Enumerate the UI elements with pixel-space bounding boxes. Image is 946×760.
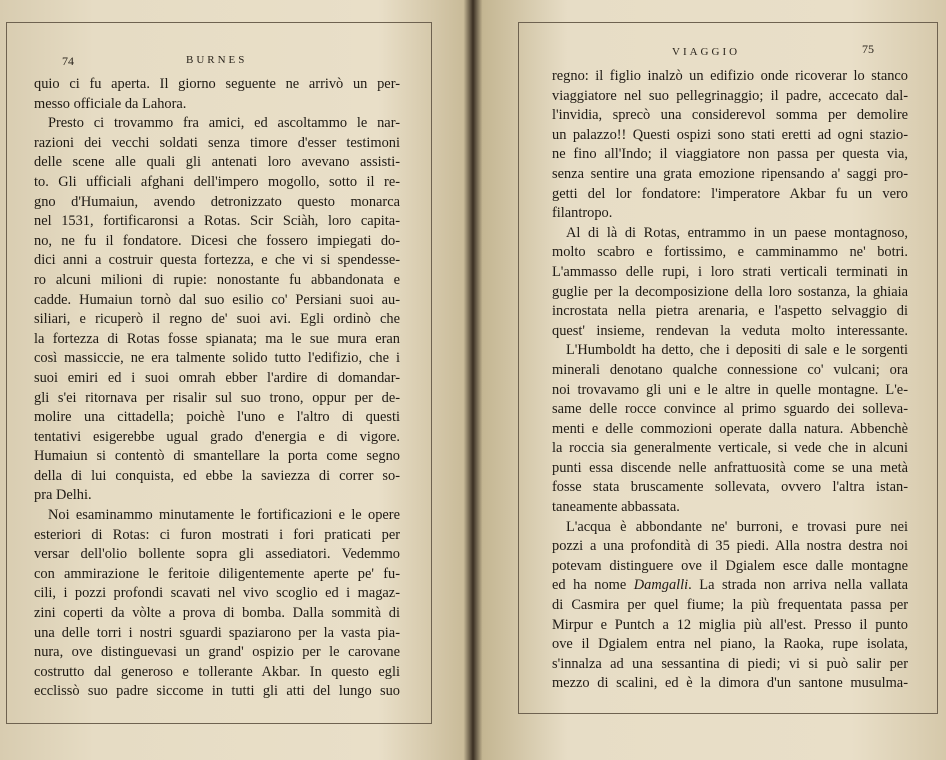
text-line: ove il Dgialem entra nel piano, la Raoka, rupe isolata, <box>552 636 908 653</box>
text-line: ecclissò suo padre siccome in tutti gli atti del lungo suo <box>34 683 400 700</box>
text-line: molto scabro e fortissimo, e camminammo ne' botri. <box>552 244 908 261</box>
text-line: ne fino all'Indo; il viaggiatore non passa per questa via, <box>552 146 908 163</box>
italic-place-name: Damgalli <box>633 577 689 594</box>
text-line: taneamente abbassata. <box>552 499 680 516</box>
text-line: L'acqua è abbondante ne' burroni, e trovasi pure nei <box>566 518 908 535</box>
text-line: cadde. Humaiun tornò dal suo esilio co' Persiani suoi au- <box>34 291 400 308</box>
text-line: senza sentire una grata emozione ripensando a' saggi pro- <box>552 165 908 182</box>
text-line: zini coperti da vòlte a prova di bomba. Dalla sommità di <box>34 605 400 622</box>
text-line: costrutto dal generoso e tollerante Akbar. In questo egli <box>34 663 400 680</box>
text-line: pra Delhi. <box>34 487 92 504</box>
text-line: minerali denotano qualche connessione co' vulcani; ora <box>552 361 908 378</box>
text-line: menti e delle commozioni operate dalla natura. Abbenchè <box>552 420 908 437</box>
right-running-head: VIAGGIO <box>672 46 741 58</box>
text-line: la roccia sia generalmente verticale, si vede che in alcuni <box>552 440 908 457</box>
text-line: L'Humboldt ha detto, che i depositi di sale e le sorgenti <box>566 342 908 359</box>
text-line: mezzo di scalini, ed è la dimora d'un santone musulma- <box>552 675 908 692</box>
text-line: ro alcuni milioni di rupie: nonostante fu abbandonata e <box>34 271 400 288</box>
right-page <box>476 0 946 760</box>
right-page-number: 75 <box>862 42 874 56</box>
text-line: no, ne fu il fondatore. Dicesi che fossero impiegati do- <box>34 232 400 249</box>
text-line: una delle torri i nostri sguardi spaziarono per la vasta pia- <box>34 624 400 641</box>
text-line: Humaiun si contentò di smantellare la porta come segno <box>34 448 400 465</box>
text-line: molire una cittadella; poichè l'uno e l'altro di questi <box>34 409 400 426</box>
text-line: guglie per la decomposizione della loro sostanza, la ghiaia <box>552 283 908 300</box>
left-running-head: BURNES <box>186 54 248 66</box>
left-text-block <box>34 75 400 702</box>
text-line: Presto ci trovammo fra amici, ed ascoltammo le nar- <box>48 115 400 132</box>
text-line: Al di là di Rotas, entrammo in un paese montagnoso, <box>566 224 908 241</box>
text-line: incrostata nella pietra arenaria, e l'aspetto selvaggio di <box>552 303 908 320</box>
text-line: nura, ove distinguevasi un grand' ospizio per le carovane <box>34 644 400 661</box>
text-line: filantropo. <box>552 205 613 222</box>
text-line: della di lui conquista, ed ebbe la saviezza di correr so- <box>34 467 400 484</box>
text-line: quest' insieme, rendevan la veduta molto interessante. <box>552 322 908 339</box>
text-line: esteriori di Rotas: ci furon mostrati i fori praticati per <box>34 526 400 543</box>
text-line: un palazzo!! Questi ospizi sono stati eretti ad ogni stazio- <box>552 126 908 143</box>
text-line: messo officiale da Lahora. <box>34 95 187 112</box>
text-line: quio ci fu aperta. Il giorno seguente ne arrivò un per- <box>34 76 400 92</box>
text-line: regno: il figlio inalzò un edifizio onde ricoverar lo stanco <box>552 68 908 84</box>
text-line: così massiccie, ne era talmente solido tutto l'edifizio, che i <box>34 350 400 367</box>
text-line: con ammirazione le feritoie diligentemente aperte pe' fu- <box>34 565 400 582</box>
text-line: getti del lor fondatore: l'imperatore Akbar fu un vero <box>552 185 908 202</box>
text-line: noi trovavamo gli uni e le altre in quelle montagne. L'e- <box>552 381 908 398</box>
text-line: gno d'Humaiun, avendo detronizzato questo monarca <box>34 193 400 210</box>
text-line: versar dell'olio bollente sopra gli assediatori. Vedemmo <box>34 546 400 563</box>
text-line: fosse stata bruscamente sollevata, ovvero l'altra istan- <box>552 479 908 496</box>
text-line: s'innalza ad una sessantina di piedi; vi si può salir per <box>552 655 908 672</box>
text-line: ed ha nome Damgalli. La strada non arriva nella vallata <box>552 577 908 594</box>
text-line: razioni dei vecchi soldati senza timore d'esser testimoni <box>34 134 400 151</box>
text-line: to. Gli ufficiali afghani dell'impero mogollo, sotto il re- <box>34 173 400 190</box>
text-line: suoi emiri ed i suoi omrah ebber l'ardire di domandar- <box>34 369 400 386</box>
text-line: nel 1531, fortificaronsi a Rotas. Scir Sciàh, loro capita- <box>34 213 400 230</box>
right-text-block <box>552 67 908 694</box>
text-line: viaggiatore nel suo pellegrinaggio; il padre, accecato dal- <box>552 87 908 104</box>
text-line: gli s'ei ritornava per risalir sul suo trono, oppur per de- <box>34 389 400 406</box>
text-line: potevam distinguere ove il Dgialem esce dalle montagne <box>552 557 908 574</box>
text-line: delle scene alle quali gli antenati loro avevano assisti- <box>34 154 400 171</box>
text-line: l'invidia, sprecò una considerevol somma per demolire <box>552 107 908 124</box>
text-line: punti essa discende nelle anfrattuosità come se una metà <box>552 459 908 476</box>
text-line: same delle rocce convince al primo sguardo dei solleva- <box>552 401 908 418</box>
text-line: Mirpur e Puntch a 12 miglia più all'est. Presso il punto <box>552 616 908 633</box>
text-line: tentativi esigerebbe ugual grado d'energia e di vigore. <box>34 428 400 445</box>
text-line: la fortezza di Rotas fosse spianata; ma le sue mura eran <box>34 330 400 347</box>
text-line: di Casmira per quel fiume; la più frequentata passa per <box>552 597 908 614</box>
text-line: pozzi a una profondità di 35 piedi. Alla nostra destra noi <box>552 538 908 555</box>
text-line: Noi esaminammo minutamente le fortificazioni e le opere <box>48 507 400 524</box>
text-line: dici anni a costruir questa fortezza, e che vi si spendesse- <box>34 252 400 269</box>
text-line: siliari, e ricuperò il regno de' suoi avi. Egli ordinò che <box>34 311 400 328</box>
text-line: cili, i pozzi profondi scavati nel vivo scoglio ed i magaz- <box>34 585 400 602</box>
left-page-number: 74 <box>62 54 74 68</box>
left-page <box>0 0 470 760</box>
text-line: L'ammasso delle rupi, i loro strati verticali terminati in <box>552 263 908 280</box>
